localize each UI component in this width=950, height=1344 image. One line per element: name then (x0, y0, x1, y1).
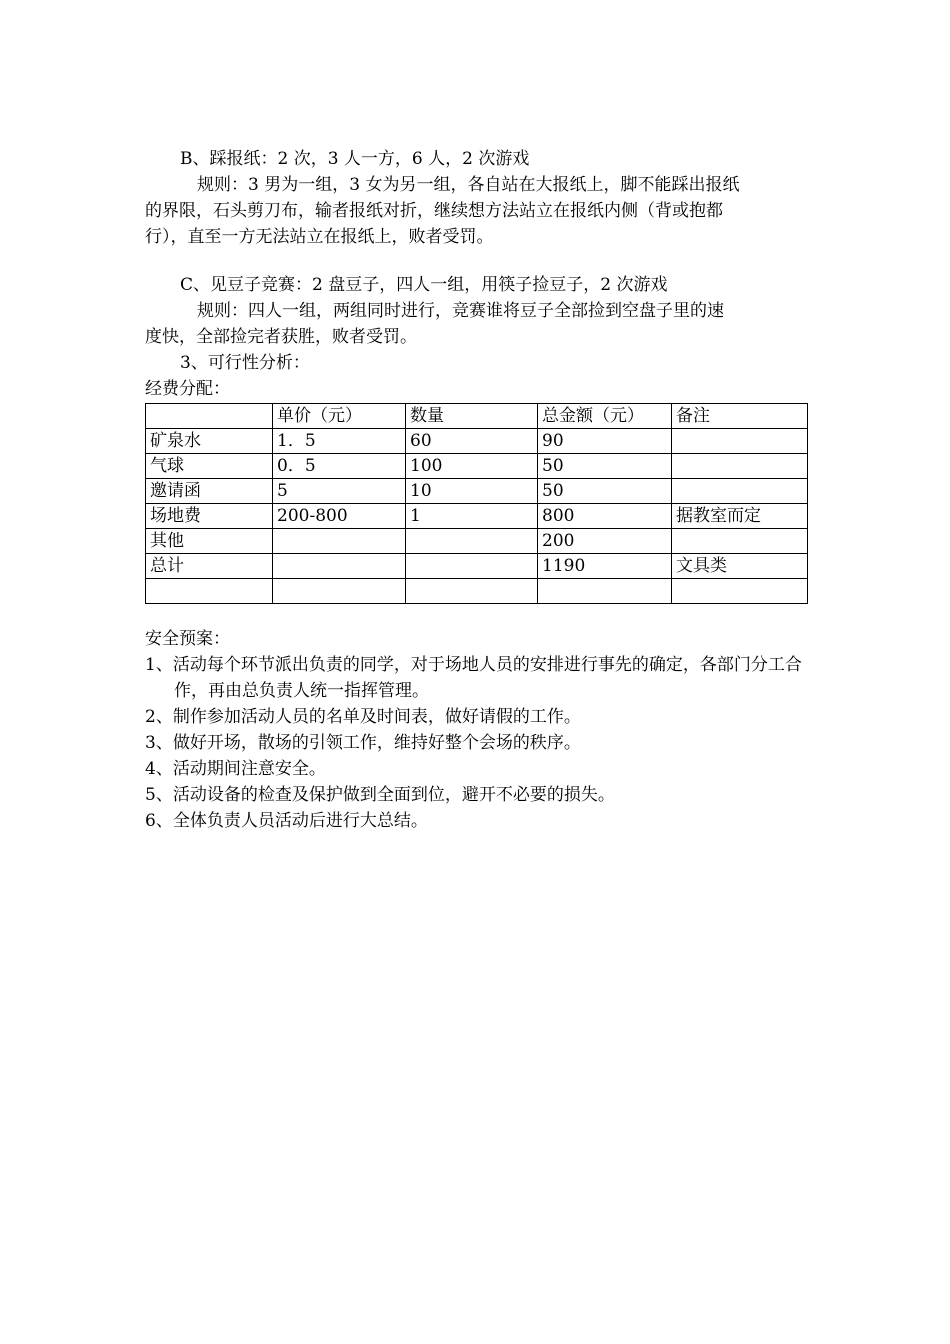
table-cell: 100 (406, 454, 538, 479)
table-cell: 800 (538, 504, 672, 529)
table-cell: 矿泉水 (146, 429, 273, 454)
table-header-cell: 备注 (672, 404, 808, 429)
table-row (146, 479, 808, 504)
safety-item: 3、做好开场，散场的引领工作，维持好整个会场的秩序。 (145, 733, 581, 753)
table-cell: 其他 (146, 529, 273, 554)
table-cell: 200 (538, 529, 672, 554)
table-cell: 200-800 (273, 504, 406, 529)
table-cell: 1190 (538, 554, 672, 579)
table-cell (273, 529, 406, 554)
table-cell: 文具类 (672, 554, 808, 579)
table-row (146, 454, 808, 479)
safety-item: 6、全体负责人员活动后进行大总结。 (145, 811, 428, 831)
table-header-cell: 数量 (406, 404, 538, 429)
table-cell: 总计 (146, 554, 273, 579)
table-cell: 场地费 (146, 504, 273, 529)
game-b-title: B、踩报纸：2 次，3 人一方，6 人，2 次游戏 (180, 149, 530, 169)
table-header-cell: 单价（元） (273, 404, 406, 429)
document-page (145, 146, 810, 834)
table-header-cell (146, 404, 273, 429)
table-row (146, 504, 808, 529)
table-cell: 气球 (146, 454, 273, 479)
safety-item: 5、活动设备的检查及保护做到全面到位，避开不必要的损失。 (145, 785, 615, 805)
table-cell: 50 (538, 479, 672, 504)
table-cell (406, 529, 538, 554)
table-row (146, 554, 808, 579)
table-header-cell: 总金额（元） (538, 404, 672, 429)
table-cell: 60 (406, 429, 538, 454)
safety-item: 2、制作参加活动人员的名单及时间表，做好请假的工作。 (145, 707, 581, 727)
table-cell: 0．5 (273, 454, 406, 479)
table-row (146, 429, 808, 454)
table-cell: 据教室而定 (672, 504, 808, 529)
safety-item: 1、活动每个环节派出负责的同学，对于场地人员的安排进行事先的确定，各部门分工合作，再由总负责人统一指挥管理。 (145, 655, 802, 701)
game-b-rule-line3: 行），直至一方无法站立在报纸上，败者受罚。 (145, 227, 494, 247)
table-cell (146, 579, 273, 604)
game-c-rule-line1: 规则：四人一组，两组同时进行，竞赛谁将豆子全部捡到空盘子里的速 (197, 301, 724, 321)
table-cell (538, 579, 672, 604)
table-cell: 1 (406, 504, 538, 529)
game-b-rule-line1: 规则：3 男为一组，3 女为另一组，各自站在大报纸上，脚不能踩出报纸 (197, 175, 740, 195)
table-cell (406, 579, 538, 604)
table-cell (273, 554, 406, 579)
table-cell: 1．5 (273, 429, 406, 454)
paragraph-gap (145, 250, 810, 272)
table-cell (672, 479, 808, 504)
table-row (146, 579, 808, 604)
table-cell (672, 529, 808, 554)
game-c-title: C、见豆子竞赛：2 盘豆子，四人一组，用筷子捡豆子，2 次游戏 (180, 275, 668, 295)
budget-table (145, 403, 808, 604)
game-c-rule-line2: 度快，全部捡完者获胜，败者受罚。 (145, 327, 417, 347)
table-cell (672, 454, 808, 479)
safety-heading: 安全预案： (145, 629, 230, 649)
table-cell: 90 (538, 429, 672, 454)
feasibility-heading: 3、可行性分析： (180, 353, 310, 373)
table-cell: 50 (538, 454, 672, 479)
table-cell (273, 579, 406, 604)
safety-item: 4、活动期间注意安全。 (145, 759, 326, 779)
table-row (146, 529, 808, 554)
table-cell: 5 (273, 479, 406, 504)
table-cell (406, 554, 538, 579)
table-cell (672, 429, 808, 454)
table-header-row (146, 404, 808, 429)
game-b-rule-line2: 的界限，石头剪刀布，输者报纸对折，继续想方法站立在报纸内侧（背或抱都 (145, 201, 723, 221)
table-cell: 10 (406, 479, 538, 504)
table-cell: 邀请函 (146, 479, 273, 504)
safety-section (145, 626, 810, 834)
table-cell (672, 579, 808, 604)
budget-heading: 经费分配： (145, 379, 230, 399)
